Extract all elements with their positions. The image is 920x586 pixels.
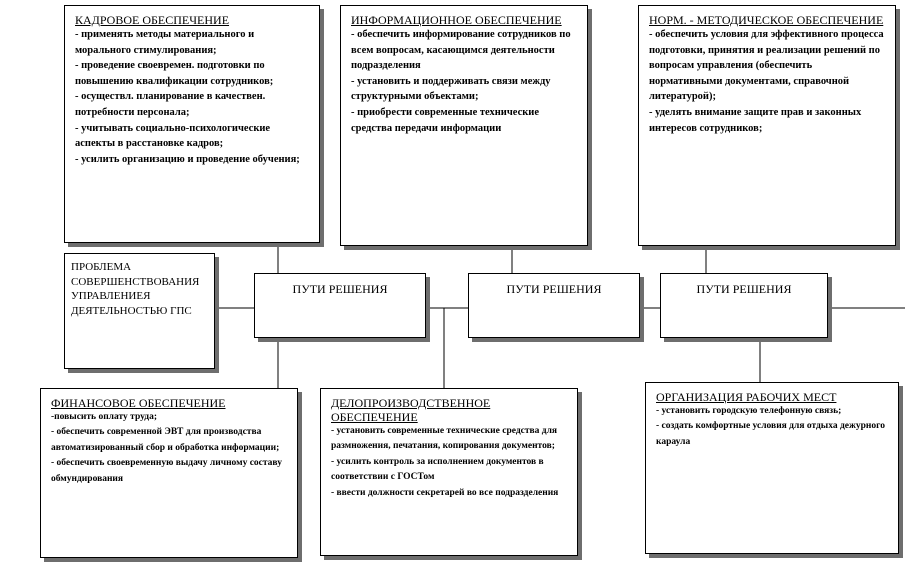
hr-support-item: - применять методы материального и морального стимулирования; (75, 29, 255, 56)
solution-path-box-1 (254, 273, 426, 338)
finance-support-item: -повысить оплату труда; (51, 412, 157, 422)
info-support-item: - установить и поддерживать связи между структурными объектами; (351, 75, 551, 103)
finance-support-item: - обеспечить своевременную выдачу личному составу обмундирования (51, 458, 282, 484)
norm-method-support-item: - уделять внимание защите прав и законных интересов сотрудников; (649, 106, 862, 134)
norm-method-support-item: - обеспечить условия для эффективного процесса подготовки, принятия и реализации решений по вопросам управления (обеспечить нормативными документами, справочной литературой); (649, 29, 884, 103)
workplace-org-item: - создать комфортные условия для отдыха дежурного караула (656, 421, 885, 447)
info-support-box (340, 5, 588, 246)
records-support-item: - установить современные технические средства для размножения, печатания, копирования документов; (331, 426, 558, 452)
problem-box (64, 253, 215, 369)
records-support-item: - ввести должности секретарей во все подразделения (331, 487, 559, 498)
hr-support-item: - осуществл. планирование в качествен. потребности персонала; (75, 91, 266, 118)
records-support-title: ДЕЛОПРОИЗВОДСТВЕННОЕ ОБЕСПЕЧЕНИЕ (331, 396, 491, 424)
hr-support-item: - усилить организацию и проведение обучения; (75, 153, 300, 165)
info-support-item: - обеспечить информирование сотрудников по всем вопросам, касающимся деятельности подразделения (351, 29, 571, 72)
records-support-box (320, 388, 578, 556)
finance-support-item: - обеспечить современной ЭВТ для производства автоматизированный сбор и обработка информации; (51, 427, 280, 453)
info-support-item: - приобрести современные технические средства передачи информации (351, 106, 539, 134)
hr-support-box (64, 5, 320, 243)
norm-method-support-box (638, 5, 896, 246)
workplace-org-item: - установить городскую телефонную связь; (656, 406, 842, 416)
workplace-org-box (645, 382, 899, 554)
solution-path-box-3 (660, 273, 828, 338)
hr-support-title: КАДРОВОЕ ОБЕСПЕЧЕНИЕ (75, 13, 230, 27)
hr-support-item: - проведение своевремен. подготовки по повышению квалификации сотрудников; (75, 60, 274, 87)
solution-path-box-2 (468, 273, 640, 338)
solution-path-label: ПУТИ РЕШЕНИЯ (696, 282, 792, 296)
workplace-org-title: ОРГАНИЗАЦИЯ РАБОЧИХ МЕСТ (656, 390, 837, 404)
finance-support-box (40, 388, 298, 558)
norm-method-support-title: НОРМ. - МЕТОДИЧЕСКОЕ ОБЕСПЕЧЕНИЕ (649, 13, 884, 27)
solution-path-label: ПУТИ РЕШЕНИЯ (292, 282, 388, 296)
finance-support-title: ФИНАНСОВОЕ ОБЕСПЕЧЕНИЕ (51, 396, 226, 410)
problem-text: ПРОБЛЕМА СОВЕРШЕНСТВОВАНИЯ УПРАВЛЕНИЕЯ ДЕЯТЕЛЬНОСТЬЮ ГПС (71, 261, 200, 317)
info-support-title: ИНФОРМАЦИОННОЕ ОБЕСПЕЧЕНИЕ (351, 13, 562, 27)
records-support-item: - усилить контроль за исполнением документов в соответствии с ГОСТом (331, 456, 544, 483)
solution-path-label: ПУТИ РЕШЕНИЯ (506, 282, 602, 296)
hr-support-item: - учитывать социально-психологические аспекты в расстановке кадров; (75, 122, 271, 150)
